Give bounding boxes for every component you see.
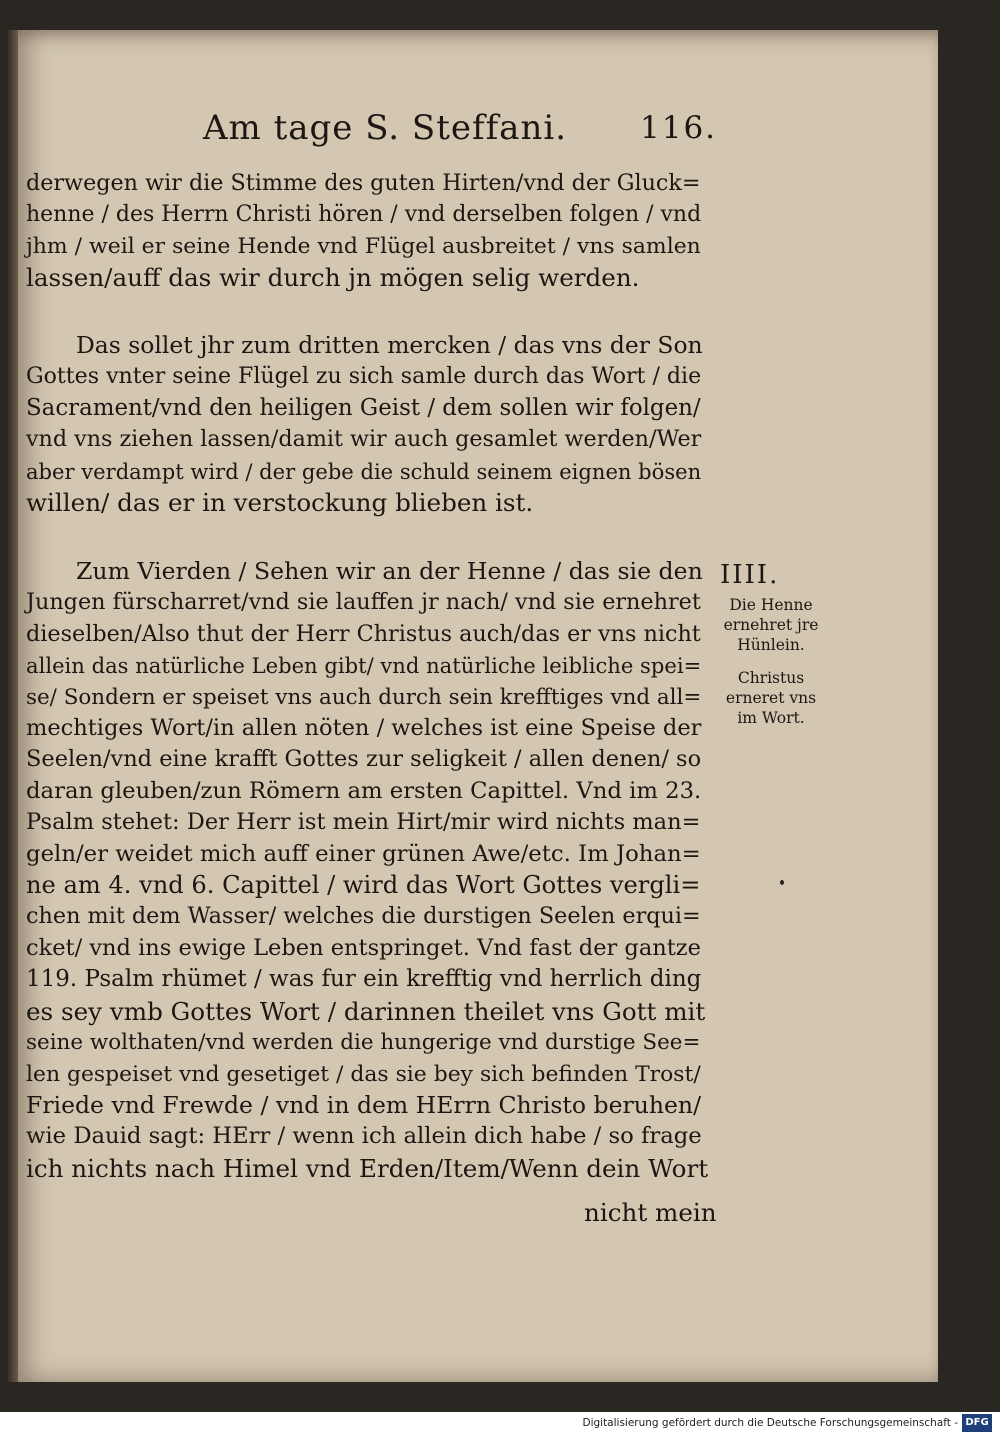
- text-line: geln/er weidet mich auff einer grünen Awe/etc. Im Johan=: [26, 840, 701, 867]
- text-line: lassen/auff das wir durch jn mögen selig werden.: [26, 263, 640, 293]
- text-line: Jungen fürscharret/vnd sie lauffen jr nach/ vnd sie ernehret: [26, 589, 701, 616]
- marginal-line: Christus: [737, 669, 805, 687]
- text-line: wie Dauid sagt: HErr / wenn ich allein dich habe / so frage: [26, 1123, 702, 1150]
- text-line: chen mit dem Wasser/ welches die durstigen Seelen erqui=: [26, 903, 701, 930]
- text-line: jhm / weil er seine Hende vnd Flügel ausbreitet / vns samlen: [26, 233, 701, 259]
- text-line: Seelen/vnd eine krafft Gottes zur seligkeit / allen denen/ so: [26, 746, 702, 773]
- text-line: derwegen wir die Stimme des guten Hirten/vnd der Gluck=: [26, 170, 701, 196]
- text-line: Psalm stehet: Der Herr ist mein Hirt/mir wird nichts man=: [26, 809, 701, 836]
- marginal-note-2: [706, 668, 836, 728]
- text-line: vnd vns ziehen lassen/damit wir auch gesamlet werden/Wer: [26, 426, 702, 453]
- text-line: Friede vnd Frewde / vnd in dem HErrn Christo beruhen/: [26, 1090, 701, 1119]
- text-line: seine wolthaten/vnd werden die hungerige vnd durstige See=: [26, 1030, 701, 1056]
- text-line: willen/ das er in verstockung blieben ist.: [26, 488, 534, 518]
- ink-speck: [780, 880, 784, 885]
- text-line: Sacrament/vnd den heiligen Geist / dem sollen wir folgen/: [26, 394, 701, 421]
- text-line: ich nichts nach Himel vnd Erden/Item/Wenn dein Wort: [26, 1153, 709, 1183]
- text-line: es sey vmb Gottes Wort / darinnen theilet vns Gott mit: [26, 996, 706, 1026]
- paragraph-2: [26, 330, 708, 518]
- paragraph-1: [26, 168, 708, 294]
- text-line: allein das natürliche Leben gibt/ vnd natürliche leibliche spei=: [26, 653, 702, 679]
- page-number: 116.: [640, 110, 718, 146]
- page-gutter: [8, 30, 18, 1382]
- marginal-line: Die Henne: [729, 596, 813, 614]
- marginal-line: ernehret jre: [723, 616, 819, 634]
- text-line: aber verdampt wird / der gebe die schuld seinem eignen bösen: [26, 458, 702, 484]
- section-numeral: IIII.: [720, 560, 780, 590]
- marginal-note-1: [706, 595, 836, 655]
- book-page: [8, 30, 938, 1382]
- marginal-line: im Wort.: [737, 709, 805, 727]
- text-line: Zum Vierden / Sehen wir an der Henne / das sie den: [76, 557, 703, 585]
- text-line: henne / des Herrn Christi hören / vnd derselben folgen / vnd: [26, 202, 702, 228]
- text-line: len gespeiset vnd gesetiget / das sie bey sich befinden Trost/: [26, 1061, 701, 1087]
- catchword: nicht mein: [584, 1198, 717, 1227]
- text-line: Das sollet jhr zum dritten mercken / das vns der Son: [76, 331, 703, 359]
- text-line: se/ Sondern er speiset vns auch durch sein krefftiges vnd all=: [26, 684, 702, 710]
- funding-note: Digitalisierung gefördert durch die Deutsche Forschungsgemeinschaft -: [582, 1417, 958, 1429]
- paragraph-3: [26, 556, 708, 1184]
- text-line: mechtiges Wort/in allen nöten / welches ist eine Speise der: [26, 715, 702, 742]
- dfg-logo: DFG: [962, 1414, 992, 1432]
- text-line: cket/ vnd ins ewige Leben entspringet. Vnd fast der gantze: [26, 934, 701, 961]
- text-line: ne am 4. vnd 6. Capittel / wird das Wort Gottes vergli=: [26, 871, 701, 900]
- text-line: daran gleuben/zun Römern am ersten Capittel. Vnd im 23.: [26, 777, 702, 804]
- marginal-line: Hünlein.: [737, 636, 805, 654]
- text-line: Gottes vnter seine Flügel zu sich samle durch das Wort / die: [26, 364, 702, 390]
- marginal-line: erneret vns: [725, 689, 817, 707]
- running-head: Am tage S. Steffani.: [203, 108, 568, 148]
- text-line: 119. Psalm rhümet / was fur ein krefftig vnd herrlich ding: [26, 966, 702, 993]
- text-line: dieselben/Also thut der Herr Christus auch/das er vns nicht: [26, 620, 701, 647]
